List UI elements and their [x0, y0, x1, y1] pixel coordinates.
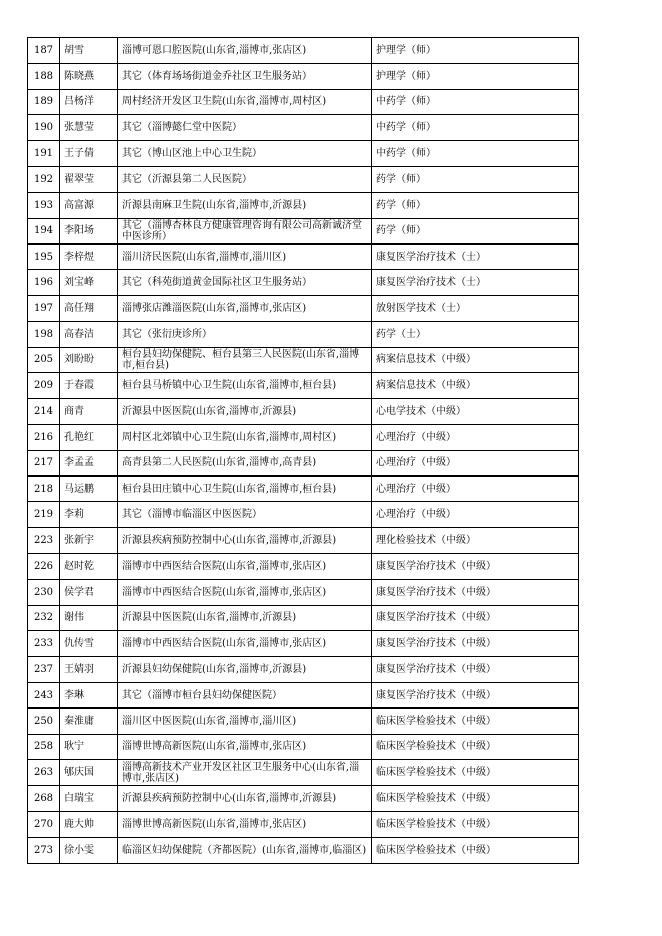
qualification-cell: 病案信息技术（中级） — [372, 347, 579, 373]
row-number-cell: 258 — [28, 734, 60, 760]
qualification-cell: 临床医学检验技术（中级） — [372, 734, 579, 760]
name-cell: 耿宁 — [60, 734, 118, 760]
name-cell: 谢伟 — [60, 605, 118, 631]
qualification-cell: 临床医学检验技术（中级） — [372, 760, 579, 786]
name-cell: 吕杨洋 — [60, 89, 118, 115]
name-cell: 高富源 — [60, 192, 118, 218]
table-row — [28, 450, 579, 476]
table-row — [28, 270, 579, 296]
name-cell: 秦淮庸 — [60, 708, 118, 734]
work-unit-cell: 其它（沂源县第二人民医院） — [118, 166, 372, 192]
work-unit-cell: 桓台县妇幼保健院、桓台县第三人民医院(山东省,淄博市,桓台县) — [118, 347, 372, 373]
table-row — [28, 347, 579, 373]
name-cell: 陈晓燕 — [60, 63, 118, 89]
name-cell: 李孟孟 — [60, 450, 118, 476]
table-row — [28, 682, 579, 708]
row-number-cell: 237 — [28, 657, 60, 683]
qualification-cell: 康复医学治疗技术（中级） — [372, 682, 579, 708]
name-cell: 高春洁 — [60, 321, 118, 347]
name-cell: 王子倩 — [60, 141, 118, 167]
name-cell: 郇庆国 — [60, 760, 118, 786]
table-row — [28, 708, 579, 734]
qualification-cell: 心理治疗（中级） — [372, 424, 579, 450]
name-cell: 鹿大帅 — [60, 811, 118, 837]
row-number-cell: 209 — [28, 373, 60, 399]
work-unit-cell: 淄博张店潍淄医院(山东省,淄博市,张店区) — [118, 295, 372, 321]
qualification-cell: 中药学（师） — [372, 141, 579, 167]
work-unit-cell: 其它（淄博杏林良方健康管理咨询有限公司高新诚济堂中医诊所） — [118, 218, 372, 244]
name-cell: 李阳场 — [60, 218, 118, 244]
row-number-cell: 243 — [28, 682, 60, 708]
qualification-cell: 药学（士） — [372, 321, 579, 347]
work-unit-cell: 沂源县疾病预防控制中心(山东省,淄博市,沂源县) — [118, 528, 372, 554]
row-number-cell: 232 — [28, 605, 60, 631]
work-unit-cell: 桓台县马桥镇中心卫生院(山东省,淄博市,桓台县) — [118, 373, 372, 399]
work-unit-cell: 淄博可恩口腔医院(山东省,淄博市,张店区) — [118, 38, 372, 64]
table-row — [28, 115, 579, 141]
table-row — [28, 786, 579, 812]
qualification-cell: 护理学（师） — [372, 38, 579, 64]
qualification-cell: 护理学（师） — [372, 63, 579, 89]
table-row — [28, 166, 579, 192]
name-cell: 翟翠莹 — [60, 166, 118, 192]
qualification-cell: 心理治疗（中级） — [372, 476, 579, 502]
table-row — [28, 657, 579, 683]
row-number-cell: 187 — [28, 38, 60, 64]
row-number-cell: 191 — [28, 141, 60, 167]
work-unit-cell: 淄博世博高新医院(山东省,淄博市,张店区) — [118, 734, 372, 760]
work-unit-cell: 其它（张衍庚诊所） — [118, 321, 372, 347]
row-number-cell: 190 — [28, 115, 60, 141]
qualification-cell: 康复医学治疗技术（中级） — [372, 657, 579, 683]
row-number-cell: 192 — [28, 166, 60, 192]
qualification-cell: 放射医学技术（士） — [372, 295, 579, 321]
name-cell: 高任翔 — [60, 295, 118, 321]
qualification-cell: 临床医学检验技术（中级） — [372, 708, 579, 734]
table-row — [28, 244, 579, 270]
row-number-cell: 268 — [28, 786, 60, 812]
qualification-cell: 康复医学治疗技术（士） — [372, 244, 579, 270]
table-row — [28, 373, 579, 399]
table-row — [28, 192, 579, 218]
qualification-cell: 心理治疗（中级） — [372, 450, 579, 476]
row-number-cell: 214 — [28, 399, 60, 425]
roster-rows — [28, 38, 579, 864]
table-row — [28, 837, 579, 863]
qualification-cell: 康复医学治疗技术（中级） — [372, 579, 579, 605]
work-unit-cell: 淄博高新技术产业开发区社区卫生服务中心(山东省,淄博市,张店区) — [118, 760, 372, 786]
name-cell: 王婧羽 — [60, 657, 118, 683]
row-number-cell: 230 — [28, 579, 60, 605]
row-number-cell: 196 — [28, 270, 60, 296]
row-number-cell: 195 — [28, 244, 60, 270]
table-row — [28, 89, 579, 115]
name-cell: 张新宇 — [60, 528, 118, 554]
table-row — [28, 605, 579, 631]
work-unit-cell: 淄博世博高新医院(山东省,淄博市,张店区) — [118, 811, 372, 837]
name-cell: 李莉 — [60, 502, 118, 528]
name-cell: 于春霞 — [60, 373, 118, 399]
name-cell: 马运鹏 — [60, 476, 118, 502]
qualification-cell: 心理治疗（中级） — [372, 502, 579, 528]
name-cell: 白瑞宝 — [60, 786, 118, 812]
table-row — [28, 141, 579, 167]
table-row — [28, 811, 579, 837]
row-number-cell: 233 — [28, 631, 60, 657]
work-unit-cell: 淄博市中西医结合医院(山东省,淄博市,张店区) — [118, 553, 372, 579]
work-unit-cell: 淄川区中医医院(山东省,淄博市,淄川区) — [118, 708, 372, 734]
name-cell: 刘盼盼 — [60, 347, 118, 373]
qualification-cell: 药学（师） — [372, 192, 579, 218]
work-unit-cell: 周村经济开发区卫生院(山东省,淄博市,周村区) — [118, 89, 372, 115]
table-row — [28, 476, 579, 502]
row-number-cell: 193 — [28, 192, 60, 218]
qualification-cell: 中药学（师） — [372, 115, 579, 141]
name-cell: 李梓煜 — [60, 244, 118, 270]
name-cell: 侯学君 — [60, 579, 118, 605]
table-row — [28, 399, 579, 425]
qualification-cell: 心电学技术（中级） — [372, 399, 579, 425]
row-number-cell: 198 — [28, 321, 60, 347]
qualification-cell: 药学（师） — [372, 166, 579, 192]
qualification-cell: 康复医学治疗技术（中级） — [372, 553, 579, 579]
row-number-cell: 188 — [28, 63, 60, 89]
qualification-cell: 理化检验技术（中级） — [372, 528, 579, 554]
table-row — [28, 38, 579, 64]
qualification-cell: 康复医学治疗技术（中级） — [372, 631, 579, 657]
row-number-cell: 217 — [28, 450, 60, 476]
name-cell: 商青 — [60, 399, 118, 425]
work-unit-cell: 桓台县田庄镇中心卫生院(山东省,淄博市,桓台县) — [118, 476, 372, 502]
table-row — [28, 528, 579, 554]
table-row — [28, 295, 579, 321]
row-number-cell: 218 — [28, 476, 60, 502]
qualification-cell: 临床医学检验技术（中级） — [372, 837, 579, 863]
qualification-cell: 临床医学检验技术（中级） — [372, 811, 579, 837]
work-unit-cell: 沂源县疾病预防控制中心(山东省,淄博市,沂源县) — [118, 786, 372, 812]
row-number-cell: 273 — [28, 837, 60, 863]
work-unit-cell: 周村区北郊镇中心卫生院(山东省,淄博市,周村区) — [118, 424, 372, 450]
name-cell: 徐小雯 — [60, 837, 118, 863]
work-unit-cell: 高青县第二人民医院(山东省,淄博市,高青县) — [118, 450, 372, 476]
qualification-cell: 临床医学检验技术（中级） — [372, 786, 579, 812]
work-unit-cell: 沂源县南麻卫生院(山东省,淄博市,沂源县) — [118, 192, 372, 218]
row-number-cell: 223 — [28, 528, 60, 554]
work-unit-cell: 淄博市中西医结合医院(山东省,淄博市,张店区) — [118, 631, 372, 657]
work-unit-cell: 其它（淄博市桓台县妇幼保健医院） — [118, 682, 372, 708]
table-row — [28, 424, 579, 450]
table-row — [28, 734, 579, 760]
table-row — [28, 553, 579, 579]
table-row — [28, 321, 579, 347]
name-cell: 刘宝峰 — [60, 270, 118, 296]
name-cell: 赵时乾 — [60, 553, 118, 579]
row-number-cell: 194 — [28, 218, 60, 244]
qualification-cell: 中药学（师） — [372, 89, 579, 115]
qualification-cell: 病案信息技术（中级） — [372, 373, 579, 399]
table-row — [28, 760, 579, 786]
work-unit-cell: 沂源县中医医院(山东省,淄博市,沂源县) — [118, 605, 372, 631]
table-row — [28, 579, 579, 605]
name-cell: 胡雪 — [60, 38, 118, 64]
qualification-cell: 康复医学治疗技术（中级） — [372, 605, 579, 631]
table-row — [28, 502, 579, 528]
row-number-cell: 250 — [28, 708, 60, 734]
name-cell: 孔艳红 — [60, 424, 118, 450]
row-number-cell: 197 — [28, 295, 60, 321]
row-number-cell: 270 — [28, 811, 60, 837]
roster-table — [27, 37, 579, 864]
work-unit-cell: 其它（淄博市临淄区中医医院） — [118, 502, 372, 528]
work-unit-cell: 临淄区妇幼保健院（齐都医院）(山东省,淄博市,临淄区) — [118, 837, 372, 863]
work-unit-cell: 其它（淄博懿仁堂中医院） — [118, 115, 372, 141]
name-cell: 李琳 — [60, 682, 118, 708]
table-row — [28, 63, 579, 89]
work-unit-cell: 其它（体育场场街道金乔社区卫生服务站） — [118, 63, 372, 89]
work-unit-cell: 其它（博山区池上中心卫生院） — [118, 141, 372, 167]
row-number-cell: 219 — [28, 502, 60, 528]
row-number-cell: 216 — [28, 424, 60, 450]
name-cell: 仇传雪 — [60, 631, 118, 657]
work-unit-cell: 其它（科苑街道黄金国际社区卫生服务站） — [118, 270, 372, 296]
work-unit-cell: 淄博市中西医结合医院(山东省,淄博市,张店区) — [118, 579, 372, 605]
row-number-cell: 205 — [28, 347, 60, 373]
table-row — [28, 218, 579, 244]
row-number-cell: 226 — [28, 553, 60, 579]
qualification-cell: 药学（师） — [372, 218, 579, 244]
work-unit-cell: 沂源县中医医院(山东省,淄博市,沂源县) — [118, 399, 372, 425]
work-unit-cell: 沂源县妇幼保健院(山东省,淄博市,沂源县) — [118, 657, 372, 683]
work-unit-cell: 淄川济民医院(山东省,淄博市,淄川区) — [118, 244, 372, 270]
row-number-cell: 189 — [28, 89, 60, 115]
row-number-cell: 263 — [28, 760, 60, 786]
qualification-cell: 康复医学治疗技术（士） — [372, 270, 579, 296]
table-row — [28, 631, 579, 657]
name-cell: 张慧莹 — [60, 115, 118, 141]
